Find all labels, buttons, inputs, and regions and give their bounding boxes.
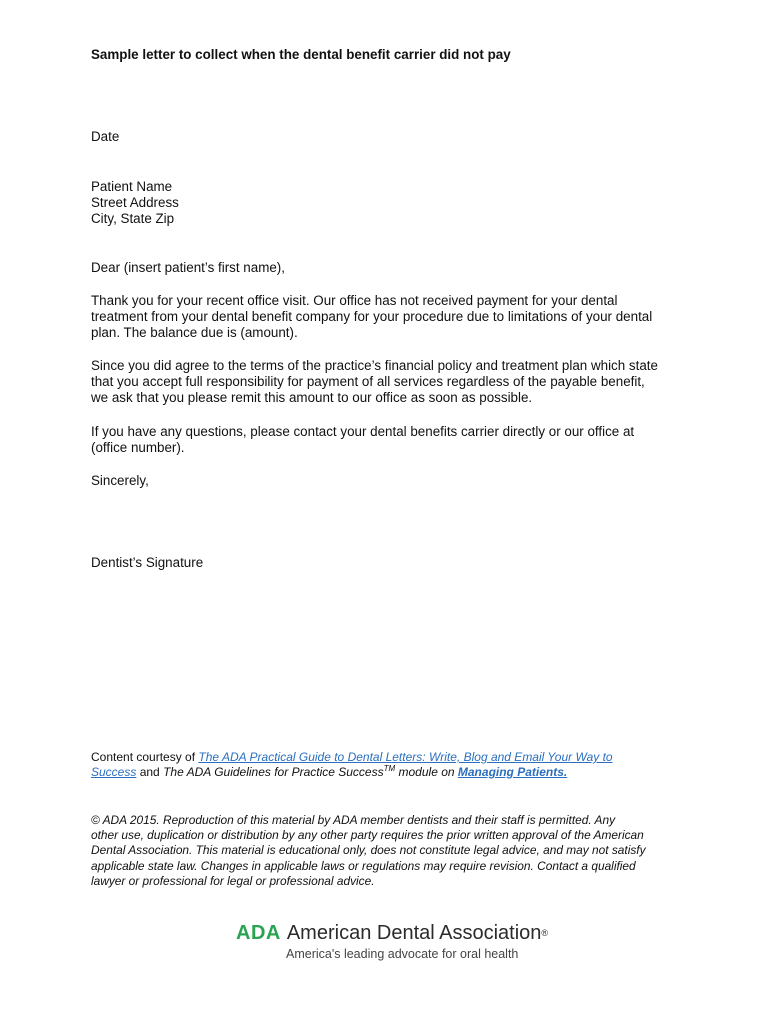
- paragraph-line: that you accept full responsibility for payment of all services regardless of the payable benefit,: [91, 374, 645, 390]
- ada-logo-tagline: America's leading advocate for oral health: [286, 947, 519, 961]
- date-line: Date: [91, 129, 120, 144]
- ada-logo-abbrev: ADA: [236, 922, 281, 944]
- patient-name: Patient Name: [91, 179, 173, 194]
- closing: Sincerely,: [91, 473, 149, 488]
- paragraph-line: treatment from your dental benefit company for your procedure due to limitations of your dental: [91, 309, 653, 325]
- copyright-line: applicable state law. Changes in applicable laws or regulations may require revision. Contact a qualified: [91, 858, 636, 873]
- guidelines-title: The ADA Guidelines for Practice Success: [163, 765, 384, 779]
- paragraph-line: plan. The balance due is (amount).: [91, 325, 298, 341]
- credit-line-2: [91, 765, 671, 780]
- registered-mark: ®: [541, 928, 549, 938]
- letter-title: Sample letter to collect when the dental benefit carrier did not pay: [91, 47, 511, 62]
- practical-guide-link[interactable]: The ADA Practical Guide to Dental Letters: Write, Blog and Email Your Way to: [198, 750, 613, 764]
- ada-logo: [236, 920, 556, 970]
- paragraph-line: (office number).: [91, 440, 185, 456]
- trademark-mark: TM: [383, 764, 396, 773]
- paragraph-line: Since you did agree to the terms of the practice’s financial policy and treatment plan which state: [91, 358, 658, 373]
- ada-logo-name: American Dental Association: [286, 922, 542, 944]
- copyright-line: lawyer or professional for legal or professional advice.: [91, 873, 375, 888]
- patient-address: [91, 179, 691, 228]
- paragraph-line: If you have any questions, please contact your dental benefits carrier directly or our office at: [91, 424, 635, 439]
- copyright-line: © ADA 2015. Reproduction of this material by ADA member dentists and their staff is permitted. Any: [91, 813, 616, 827]
- paragraph-questions: [91, 424, 681, 456]
- content-credit: [91, 750, 671, 780]
- credit-prefix: Content courtesy of: [91, 750, 199, 764]
- paragraph-line: Thank you for your recent office visit. Our office has not received payment for your dental: [91, 293, 618, 308]
- copyright-notice: [91, 813, 691, 889]
- credit-line-1: [91, 750, 671, 765]
- copyright-line: other use, duplication or distribution by any other party requires the prior written approval of the American: [91, 828, 644, 843]
- paragraph-financial-policy: [91, 358, 681, 407]
- signature-line: Dentist’s Signature: [91, 555, 204, 570]
- city-state-zip: City, State Zip: [91, 211, 175, 227]
- managing-patients-link[interactable]: Managing Patients.: [457, 765, 568, 779]
- street-address: Street Address: [91, 195, 179, 211]
- module-on-text: module on: [395, 765, 458, 779]
- practical-guide-link-continued[interactable]: Success: [91, 765, 137, 779]
- paragraph-line: we ask that you please remit this amount to our office as soon as possible.: [91, 390, 533, 406]
- paragraph-payment-notice: [91, 293, 681, 342]
- copyright-line: Dental Association. This material is educational only, does not constitute legal advice, and may not satisfy: [91, 843, 646, 858]
- credit-middle: and: [136, 765, 164, 779]
- greeting: Dear (insert patient’s first name),: [91, 260, 285, 275]
